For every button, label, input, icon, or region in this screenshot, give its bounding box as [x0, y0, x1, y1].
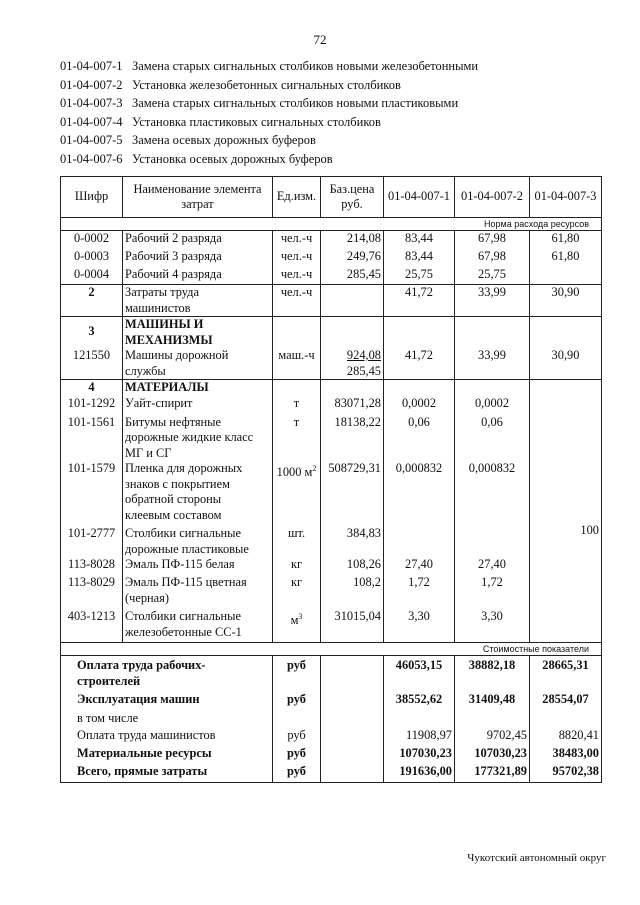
total-value-3: 28554,07	[530, 689, 602, 711]
row-name-line: знаков с покрытием	[125, 476, 230, 491]
row-name	[123, 348, 273, 380]
total-unit: руб	[273, 689, 321, 711]
price-line: 285,45	[346, 363, 381, 378]
row-name-line: (черная)	[125, 590, 170, 605]
cost-caption: Стоимостные показатели	[61, 643, 602, 656]
total-value-1: 107030,23	[384, 746, 455, 764]
unit-superscript: 2	[312, 464, 317, 473]
row-value-3: 30,90	[530, 285, 602, 317]
total-value-1: 38552,62	[384, 689, 455, 711]
row-price: 31015,04	[321, 606, 384, 643]
row-name-line: машинистов	[125, 300, 191, 315]
row-name: МАТЕРИАЛЫ	[123, 380, 273, 396]
row-unit	[273, 380, 321, 396]
total-value-3: 38483,00	[530, 746, 602, 764]
unit-superscript: 3	[298, 612, 303, 621]
row-value-3	[530, 606, 602, 643]
code-line	[60, 76, 620, 95]
row-name-line: клеевым составом	[125, 507, 222, 522]
total-value-1	[384, 711, 455, 728]
header-price: Баз.цена руб.	[321, 177, 384, 218]
row-value-2	[455, 380, 530, 396]
row-name-line: МЕХАНИЗМЫ	[125, 332, 213, 347]
row-name-line: МАШИНЫ И	[125, 317, 204, 331]
row-value-2: 67,98	[455, 231, 530, 249]
table-row	[61, 575, 602, 606]
row-unit: т	[273, 415, 321, 462]
total-label: Оплата труда машинистов	[61, 728, 273, 746]
section-row	[61, 380, 602, 396]
row-name-line: дорожные пластиковые	[125, 541, 249, 556]
total-value-2: 9702,45	[455, 728, 530, 746]
row-value-3	[530, 380, 602, 396]
unit-text: м	[290, 613, 299, 628]
row-name	[123, 317, 273, 349]
row-code: 4	[61, 380, 123, 396]
total-value-1: 46053,15	[384, 656, 455, 690]
row-value-1	[384, 380, 455, 396]
row-name: Эмаль ПФ-115 белая	[123, 557, 273, 575]
header-row	[61, 177, 602, 218]
row-value-1: 41,72	[384, 348, 455, 380]
code: 01-04-007-1	[60, 59, 123, 73]
row-value-1	[384, 317, 455, 349]
row-unit: чел.-ч	[273, 285, 321, 317]
header-unit: Ед.изм.	[273, 177, 321, 218]
total-value-2: 177321,89	[455, 764, 530, 782]
page-number: 72	[313, 32, 327, 47]
table-row	[61, 285, 602, 317]
table-row	[61, 557, 602, 575]
total-unit: руб	[273, 728, 321, 746]
total-label-line: Оплата труда рабочих-	[77, 658, 206, 672]
row-price	[321, 317, 384, 349]
row-code: 3	[61, 317, 123, 349]
code: 01-04-007-2	[60, 77, 123, 92]
total-unit: руб	[273, 746, 321, 764]
row-unit: чел.-ч	[273, 267, 321, 285]
row-unit: т	[273, 396, 321, 415]
header-name: Наименование элемента затрат	[123, 177, 273, 218]
total-label	[61, 656, 273, 690]
total-value-3: 95702,38	[530, 764, 602, 782]
row-value-3	[530, 267, 602, 285]
table-row	[61, 415, 602, 462]
row-name	[123, 606, 273, 643]
row-code: 101-1292	[61, 396, 123, 415]
total-value-3	[530, 711, 602, 728]
total-unit: руб	[273, 656, 321, 690]
row-name-line: службы	[125, 363, 166, 378]
row-name	[123, 575, 273, 606]
total-price	[321, 656, 384, 690]
total-row	[61, 689, 602, 711]
row-value-3	[530, 461, 602, 523]
row-code: 0-0002	[61, 231, 123, 249]
row-value-2: 33,99	[455, 285, 530, 317]
row-value-3: 100	[530, 523, 602, 557]
row-value-2	[455, 317, 530, 349]
total-label: в том числе	[61, 711, 273, 728]
row-name	[123, 285, 273, 317]
total-value-3: 28665,31	[530, 656, 602, 690]
total-price	[321, 728, 384, 746]
code-description: Замена старых сигнальных столбиков новыми железобетонными	[132, 59, 479, 73]
row-unit	[273, 461, 321, 523]
row-value-2	[455, 523, 530, 557]
row-name-line: МГ и СГ	[125, 445, 172, 460]
table-row	[61, 606, 602, 643]
row-unit: чел.-ч	[273, 249, 321, 267]
header-col1: 01-04-007-1	[384, 177, 455, 218]
code: 01-04-007-5	[60, 133, 123, 148]
total-value-2: 107030,23	[455, 746, 530, 764]
row-name-line: Битумы нефтяные	[125, 414, 222, 429]
row-value-2: 0,0002	[455, 396, 530, 415]
total-value-1: 191636,00	[384, 764, 455, 782]
row-name	[123, 415, 273, 462]
row-price: 83071,28	[321, 396, 384, 415]
caption-row	[61, 218, 602, 231]
table-row	[61, 523, 602, 557]
row-unit	[273, 317, 321, 349]
total-row	[61, 656, 602, 690]
row-value-2: 67,98	[455, 249, 530, 267]
row-value-3: 61,80	[530, 249, 602, 267]
total-row	[61, 728, 602, 746]
total-label-line: строителей	[77, 673, 141, 688]
code-line	[60, 113, 620, 132]
row-name-line: Столбики сигнальные	[125, 609, 241, 623]
code-description: Установка пластиковых сигнальных столбиков	[132, 114, 381, 129]
row-value-2: 0,000832	[455, 461, 530, 523]
total-label: Эксплуатация машин	[61, 689, 273, 711]
row-code: 403-1213	[61, 606, 123, 643]
row-value-2: 33,99	[455, 348, 530, 380]
row-name-line: Пленка для дорожных	[125, 461, 243, 475]
code-list	[60, 57, 620, 169]
total-price	[321, 711, 384, 728]
row-code: 101-2777	[61, 523, 123, 557]
unit-text: 1000 м	[276, 465, 313, 480]
caption-row	[61, 643, 602, 656]
row-price: 108,26	[321, 557, 384, 575]
total-price	[321, 764, 384, 782]
row-value-3	[530, 396, 602, 415]
row-name: Рабочий 2 разряда	[123, 231, 273, 249]
row-value-2: 0,06	[455, 415, 530, 462]
code: 01-04-007-6	[60, 151, 123, 166]
section-row	[61, 317, 602, 349]
row-value-1: 1,72	[384, 575, 455, 606]
table-row	[61, 267, 602, 285]
row-value-1: 25,75	[384, 267, 455, 285]
table-row	[61, 348, 602, 380]
total-row	[61, 746, 602, 764]
row-name-line: Машины дорожной	[125, 348, 229, 362]
row-price	[321, 348, 384, 380]
row-code: 113-8029	[61, 575, 123, 606]
row-value-2: 3,30	[455, 606, 530, 643]
header-col2: 01-04-007-2	[455, 177, 530, 218]
row-code: 113-8028	[61, 557, 123, 575]
row-value-2: 25,75	[455, 267, 530, 285]
total-value-3: 8820,41	[530, 728, 602, 746]
total-value-1: 11908,97	[384, 728, 455, 746]
row-price	[321, 285, 384, 317]
table-row	[61, 461, 602, 523]
total-unit	[273, 711, 321, 728]
row-price: 18138,22	[321, 415, 384, 462]
row-value-3	[530, 557, 602, 575]
code-description: Установка осевых дорожных буферов	[132, 151, 333, 166]
price-line: 924,08	[346, 348, 381, 362]
row-name-line: Эмаль ПФ-115 цветная	[125, 575, 247, 589]
code-line	[60, 150, 620, 169]
total-label: Всего, прямые затраты	[61, 764, 273, 782]
row-name-line: обратной стороны	[125, 492, 222, 506]
row-name-line: дорожные жидкие класс	[125, 430, 254, 444]
total-value-2	[455, 711, 530, 728]
row-price: 384,83	[321, 523, 384, 557]
row-code: 0-0004	[61, 267, 123, 285]
total-value-2: 38882,18	[455, 656, 530, 690]
row-code: 0-0003	[61, 249, 123, 267]
row-name	[123, 523, 273, 557]
row-code: 101-1561	[61, 415, 123, 462]
row-value-1	[384, 523, 455, 557]
row-name-line: Затраты труда	[125, 285, 199, 299]
header-col3: 01-04-007-3	[530, 177, 602, 218]
row-unit	[273, 606, 321, 643]
row-value-1: 27,40	[384, 557, 455, 575]
table-row	[61, 231, 602, 249]
row-name	[123, 461, 273, 523]
row-value-2: 27,40	[455, 557, 530, 575]
row-name: Уайт-спирит	[123, 396, 273, 415]
row-unit: чел.-ч	[273, 231, 321, 249]
total-row	[61, 711, 602, 728]
row-name: Рабочий 3 разряда	[123, 249, 273, 267]
total-value-2: 31409,48	[455, 689, 530, 711]
row-value-1: 83,44	[384, 249, 455, 267]
code-line	[60, 94, 620, 113]
row-unit: кг	[273, 557, 321, 575]
code: 01-04-007-3	[60, 96, 123, 111]
code: 01-04-007-4	[60, 114, 123, 129]
row-code: 121550	[61, 348, 123, 380]
total-row	[61, 764, 602, 782]
row-value-1: 41,72	[384, 285, 455, 317]
resource-table	[60, 176, 602, 783]
row-price: 249,76	[321, 249, 384, 267]
total-price	[321, 746, 384, 764]
code-description: Замена старых сигнальных столбиков новыми пластиковыми	[132, 96, 459, 111]
row-unit: маш.-ч	[273, 348, 321, 380]
table-row	[61, 396, 602, 415]
header-code: Шифр	[61, 177, 123, 218]
row-value-3: 61,80	[530, 231, 602, 249]
row-value-3	[530, 317, 602, 349]
total-unit: руб	[273, 764, 321, 782]
row-price: 108,2	[321, 575, 384, 606]
row-value-2: 1,72	[455, 575, 530, 606]
footer-region: Чукотский автономный округ	[467, 852, 606, 864]
row-code: 101-1579	[61, 461, 123, 523]
row-price	[321, 380, 384, 396]
row-unit: кг	[273, 575, 321, 606]
row-unit: шт.	[273, 523, 321, 557]
row-value-3	[530, 575, 602, 606]
row-name: Рабочий 4 разряда	[123, 267, 273, 285]
row-value-1: 83,44	[384, 231, 455, 249]
total-price	[321, 689, 384, 711]
row-price: 214,08	[321, 231, 384, 249]
code-description: Замена осевых дорожных буферов	[132, 133, 316, 148]
code-line	[60, 131, 620, 150]
row-value-3: 30,90	[530, 348, 602, 380]
row-value-1: 3,30	[384, 606, 455, 643]
code-line	[60, 57, 620, 76]
row-price: 285,45	[321, 267, 384, 285]
table-row	[61, 249, 602, 267]
total-label: Материальные ресурсы	[61, 746, 273, 764]
code-description: Установка железобетонных сигнальных столбиков	[132, 77, 401, 92]
row-code: 2	[61, 285, 123, 317]
row-value-1: 0,0002	[384, 396, 455, 415]
row-name-line: железобетонные СС-1	[125, 624, 242, 639]
row-name-line: Столбики сигнальные	[125, 526, 241, 540]
row-value-1: 0,06	[384, 415, 455, 462]
row-price: 508729,31	[321, 461, 384, 523]
row-value-1: 0,000832	[384, 461, 455, 523]
row-value-3	[530, 415, 602, 462]
norm-caption: Норма расхода ресурсов	[61, 218, 602, 231]
